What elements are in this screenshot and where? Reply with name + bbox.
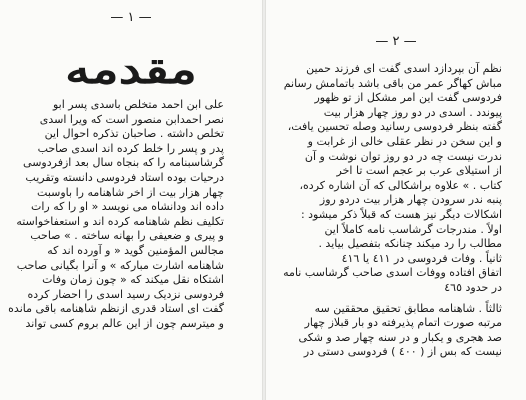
text-line: فردوسی گفت این امر مشکل از تو ظهور (314, 91, 502, 105)
text-line: مجالس المؤمنین گوید « و آورده اند که (47, 243, 224, 257)
text-line: تخلص داشته . صاحبان تذکره احوال این (44, 127, 224, 141)
text-line: درحیات بوده استاد فردوسی دانسته وتقریب (25, 170, 224, 184)
text-line: نصر احمدابن منصور است که ویرا اسدی (39, 112, 224, 126)
body-text (283, 62, 502, 360)
text-line: نظم آن بپردازد اسدی گفت ای فرزند حمین (306, 62, 502, 75)
text-line: پنبه ندر سرودن چهار هزار بیت دردو روز (319, 193, 502, 207)
text-line: علی ابن احمد متخلص باسدی پسر ابو (52, 98, 224, 111)
text-line: کتاب . » علاوه براشکالی که آن اشاره کرده، (299, 178, 502, 192)
text-line: اولاً . مندرجات گرشاسب نامه کاملاً این (324, 222, 502, 236)
text-line: گفت ای استاد قدری ازنظم شاهنامه باقی مانده (8, 302, 224, 316)
text-line: ثالثاً . شاهنامه مطابق تحقیق محققین سه (314, 301, 502, 315)
text-line: گفته بنظر فردوسی رسانید وصله تحسین یافت، (287, 120, 502, 134)
text-line: از استیلای عرب بر عجم است تا اخر (336, 164, 502, 178)
text-line: ندرت نیست چه در دو روز توان نوشت و آن (304, 149, 502, 163)
text-line: اشتکاه نقل میکند که « چون زمان وفات (42, 273, 224, 287)
text-line: مرتبه صورت اتمام پذیرفته دو بار قبلاز چهار (304, 316, 502, 330)
text-line: اتفاق افتاده ووفات اسدی صاحب گرشاسب نامه (283, 266, 502, 280)
text-line: گرشاسبنامه را که بنجاه سال بعد ازفردوسی (23, 156, 224, 170)
text-line: و میترسم چون از این عالم بروم کسی تواند (25, 316, 224, 330)
text-line: پیوندد . اسدی در دو روز چهار هزار بیت (323, 105, 502, 119)
text-line: پدر و پسر را خلط کرده اند اسدی صاحب (37, 141, 224, 155)
text-line: مباش کهاگر عمر من باقی باشد باتمامش رسانم (283, 76, 502, 90)
text-line: شاهنامه اشارت مبارکه » و آنرا بگیانی صاحب (16, 258, 224, 272)
page-number: — ٢ — (375, 34, 417, 49)
text-line: تکلیف نظم شاهنامه کرده اند و استعفاخواسته (16, 214, 224, 228)
text-line: و این سخن در نظر عقلی خالی از غرابت و (307, 134, 502, 148)
page-number: — ١ — (110, 10, 152, 25)
left-page (0, 0, 262, 400)
text-line: ثانیاً . وفات فردوسی در ٤١١ یا ٤١٦ (341, 251, 502, 265)
text-line: اشکالات دیگر نیز هست که قبلاً ذکر میشود : (300, 207, 502, 221)
text-line: مطالب را رد میکند چنانکه بتفصیل بیاید . (318, 237, 502, 251)
text-line: صد هجری و یکبار و در سنه چهار صد و شکی (298, 330, 502, 344)
text-line: چهار هزار بیت از اخر شاهنامه را باوسبت (37, 185, 224, 199)
text-line: نیست که بس از ( ٤٠٠ ) فردوسی دستی در (303, 345, 502, 359)
right-page (266, 0, 526, 400)
text-line: داده اند ودانشاه می نویسد « او را که رات (30, 200, 224, 214)
text-line: فردوسی نزدیک رسید اسدی را احضار کرده (27, 287, 224, 301)
chapter-heading: مقدمه (65, 46, 197, 93)
text-line: در حدود ٤٦٥ (444, 280, 502, 294)
text-line: و پیری و ضعیفی را بهانه ساخته . » صاحب (30, 229, 224, 243)
body-text (8, 98, 224, 332)
